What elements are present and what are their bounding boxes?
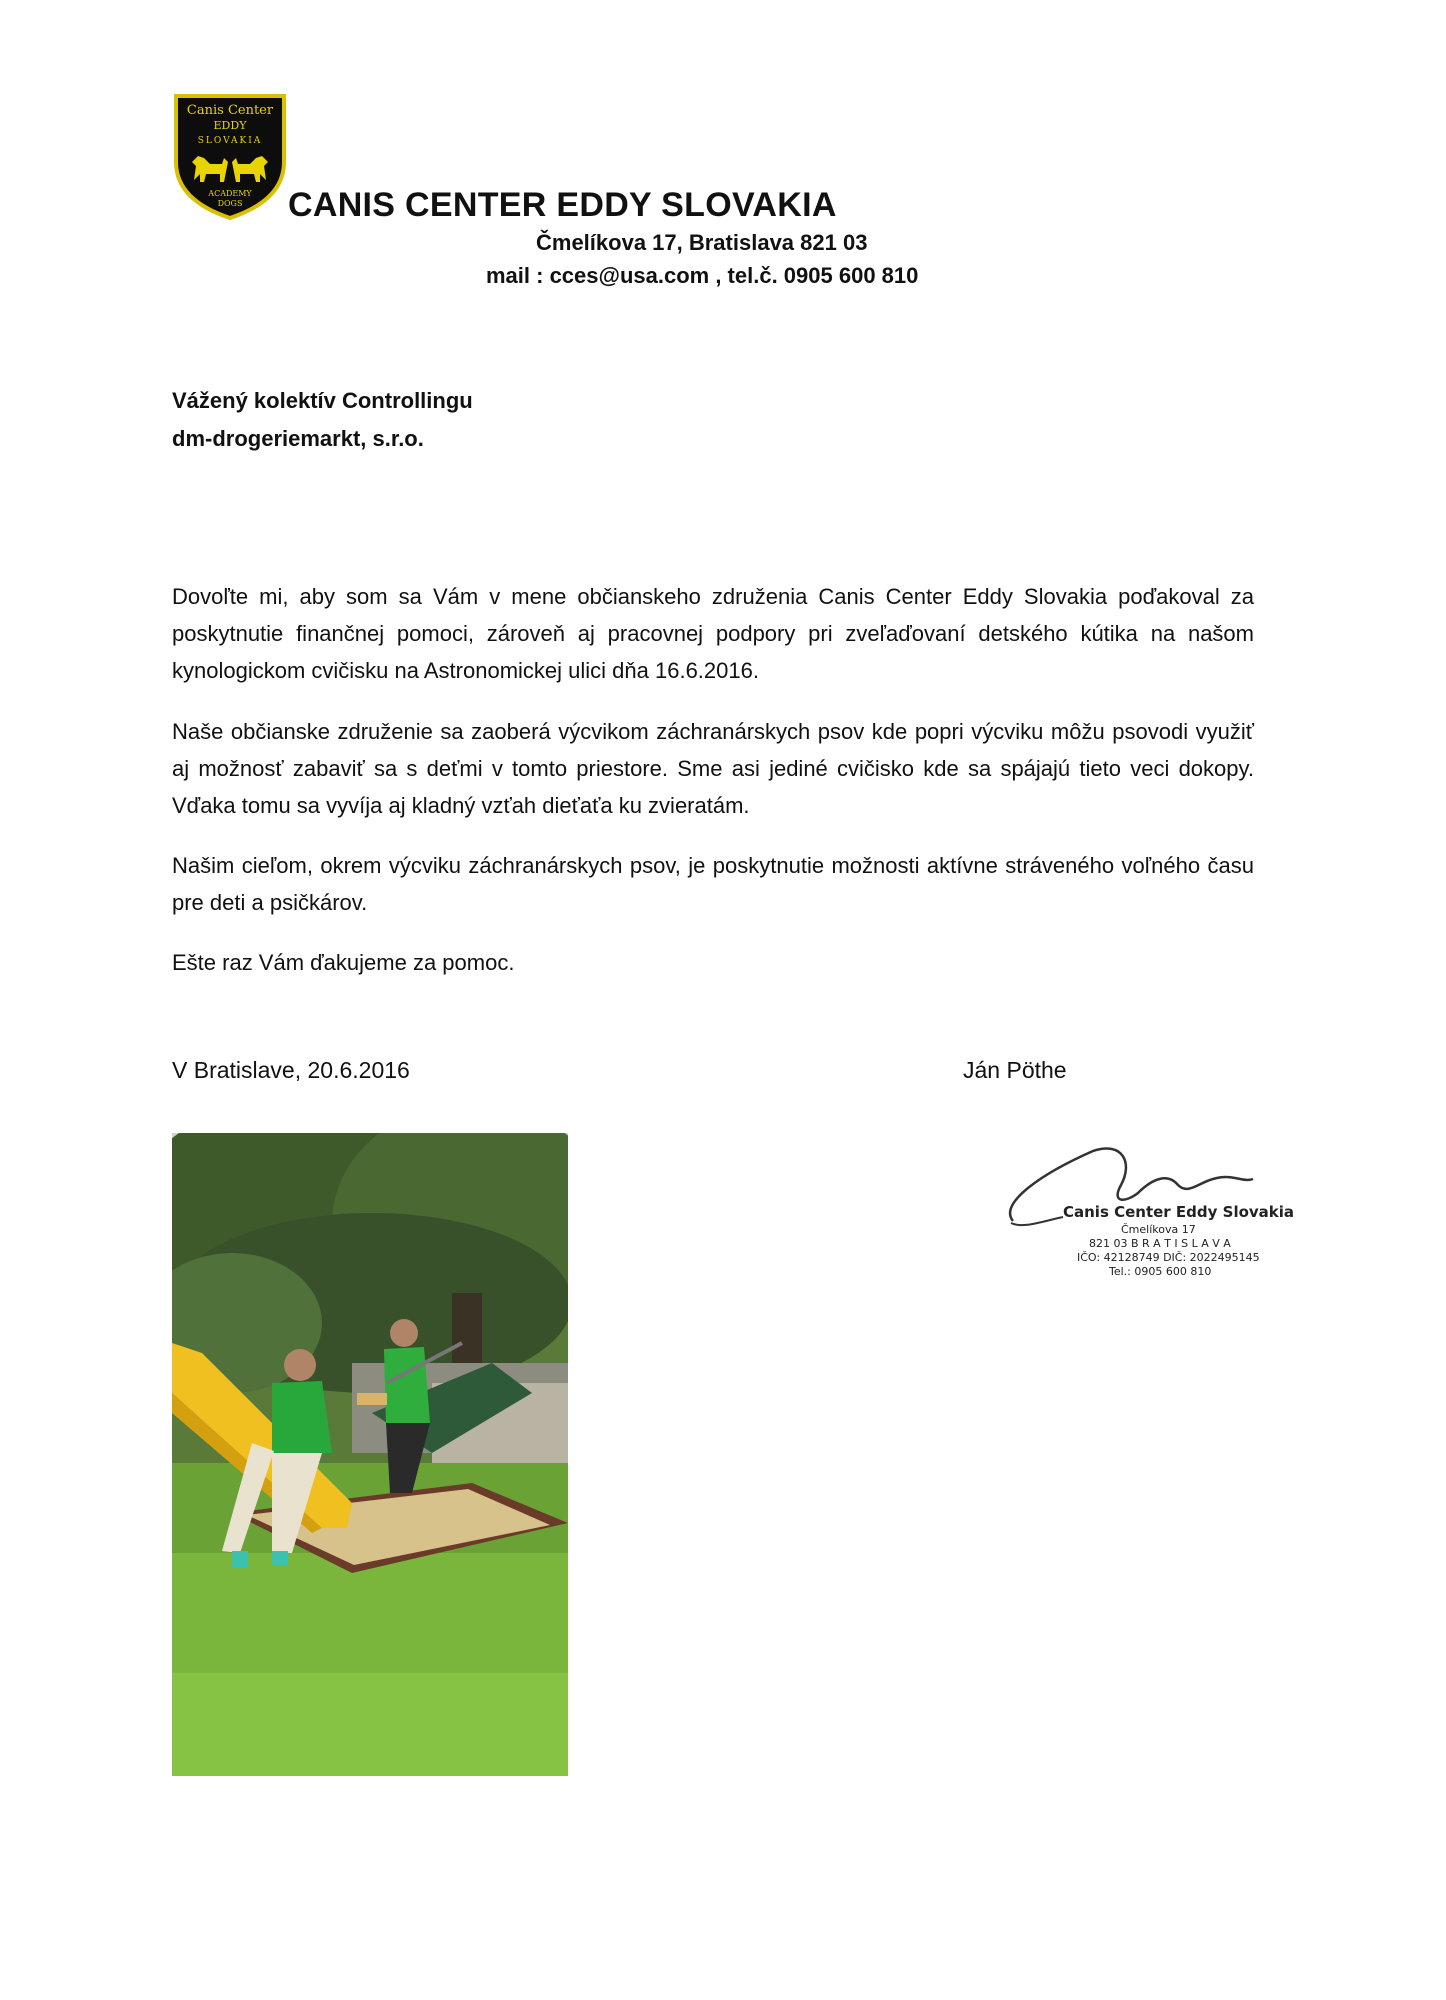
- body-paragraph-2: Naše občianske združenie sa zaoberá výcvikom záchranárskych psov kde popri výcviku môžu psovodi využiť aj možnosť zabaviť sa s deťmi v tomto priestore. Sme asi jediné cvičisko kde sa spájajú tieto veci dokopy. Vďaka tomu sa vyvíja aj kladný vzťah dieťaťa ku zvieratám.: [172, 719, 1254, 818]
- stamp-ids: IČO: 42128749 DIČ: 2022495145: [1077, 1251, 1260, 1264]
- logo-text-line2: EDDY: [213, 119, 247, 132]
- organization-contact: mail : cces@usa.com , tel.č. 0905 600 810: [486, 263, 919, 288]
- organization-address: Čmelíkova 17, Bratislava 821 03: [536, 230, 868, 255]
- stamp-phone: Tel.: 0905 600 810: [1109, 1265, 1212, 1278]
- logo-text-line5: DOGS: [217, 199, 243, 208]
- volunteers-photo: [172, 1133, 568, 1776]
- body-paragraph-4: Ešte raz Vám ďakujeme za pomoc.: [172, 950, 515, 975]
- signer-name: Ján Pöthe: [963, 1057, 1067, 1083]
- body-paragraph-1: Dovoľte mi, aby som sa Vám v mene občianskeho združenia Canis Center Eddy Slovakia poďakoval za poskytnutie finančnej pomoci, zároveň aj pracovnej podpory pri zveľaďovaní detského kútika na našom kynologickom cvičisku na Astronomickej ulici dňa 16.6.2016.: [172, 584, 1254, 683]
- stamp-city: 821 03 B R A T I S L A V A: [1089, 1237, 1231, 1250]
- body-paragraph-3: Našim cieľom, okrem výcviku záchranárskych psov, je poskytnutie možnosti aktívne stráveného voľného času pre deti a psičkárov.: [172, 853, 1254, 915]
- signature-and-stamp: [1003, 1133, 1303, 1293]
- logo-text-line3: SLOVAKIA: [197, 136, 263, 146]
- recipient-line-1: Vážený kolektív Controllingu: [172, 388, 473, 413]
- recipient-line-2: dm-drogeriemarkt, s.r.o.: [172, 426, 424, 451]
- place-and-date: V Bratislave, 20.6.2016: [172, 1057, 410, 1083]
- stamp-street: Čmelíkova 17: [1121, 1223, 1196, 1236]
- logo-text-line4: ACADEMY: [208, 189, 252, 198]
- organization-name: CANIS CENTER EDDY SLOVAKIA: [288, 186, 837, 224]
- logo-text-line1: Canis Center: [186, 103, 274, 118]
- stamp-name: Canis Center Eddy Slovakia: [1063, 1203, 1295, 1221]
- organization-logo: [170, 92, 290, 222]
